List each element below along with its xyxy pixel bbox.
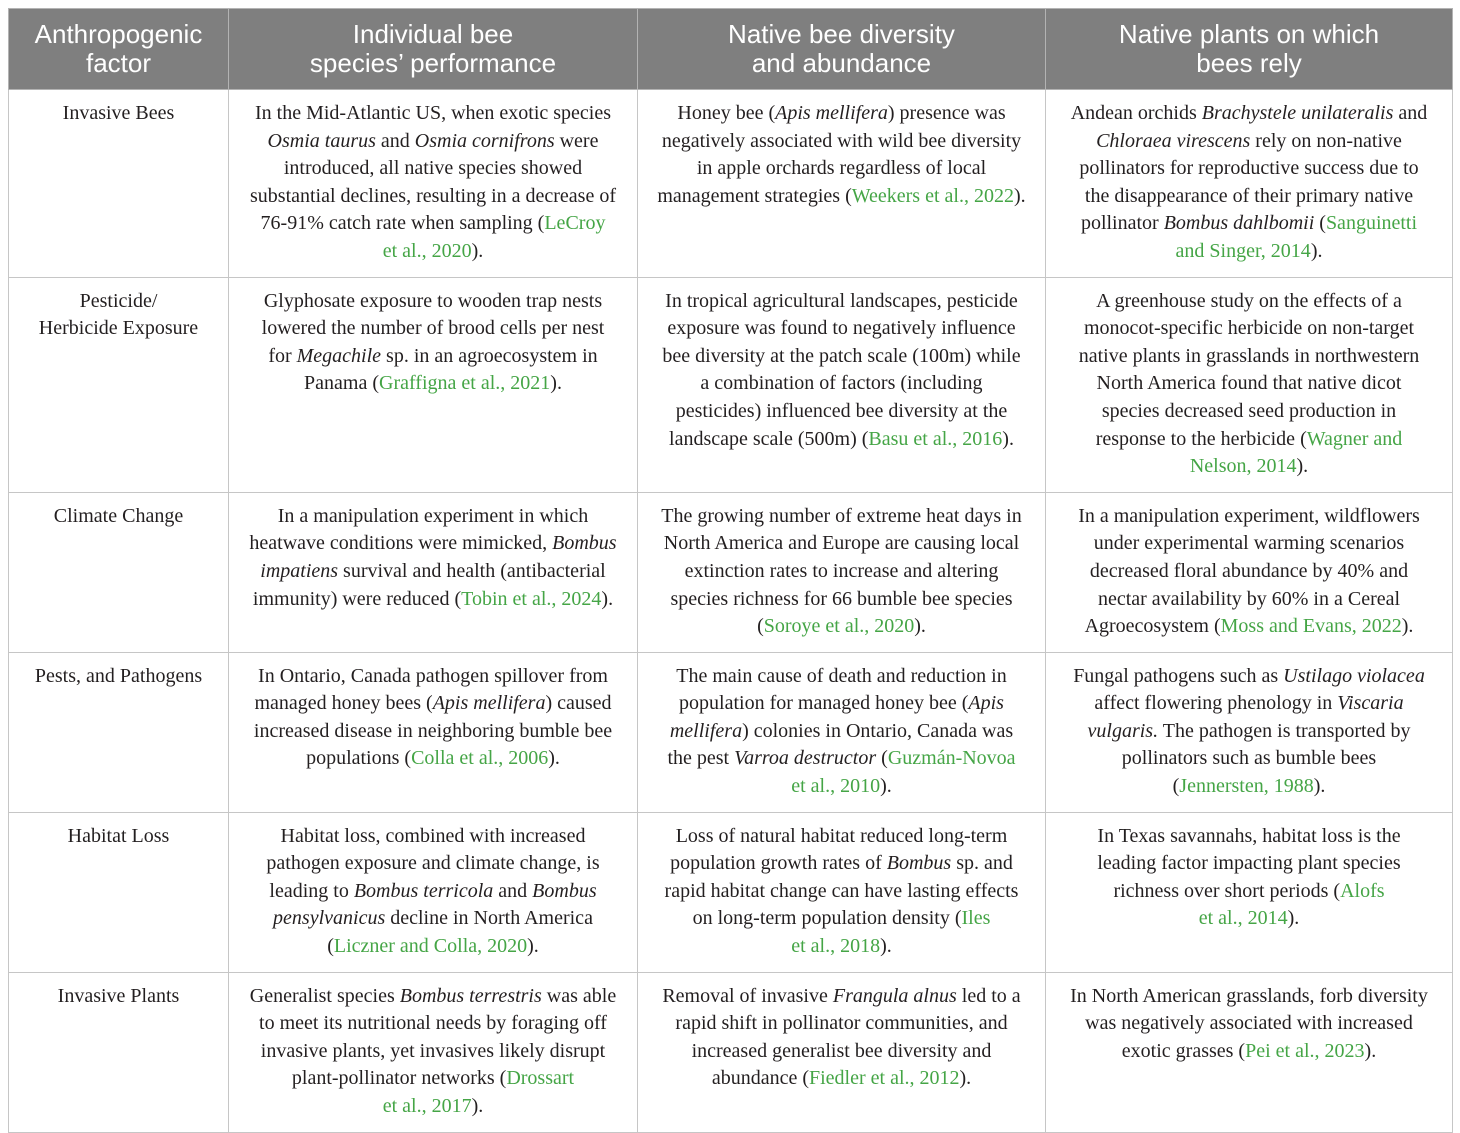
cell-text: Honey bee ( — [677, 102, 776, 124]
italic-taxon-name: Brachystele unilateralis — [1201, 102, 1394, 124]
italic-taxon-name: Bombus pensylvanicus — [273, 879, 597, 930]
cell-text: Habitat loss, combined with increased pathogen exposure and climate change, is leading to — [266, 824, 600, 902]
cell-text: A greenhouse study on the effects of a monocot-specific herbicide on non-target native plants in grasslands in northwestern North America found that native dicot species decreased seed production in response to the herbicide ( — [1078, 289, 1420, 450]
cell-text: In a manipulation experiment in which heatwave conditions were mimicked, — [249, 504, 589, 555]
cell-text: and — [375, 129, 415, 152]
cell-pathogens-bee-diversity — [638, 652, 1046, 812]
cell-invasive-plants-bee-diversity — [638, 972, 1046, 1132]
cell-pesticide-bee-performance — [229, 277, 638, 492]
italic-taxon-name: Osmia cornifrons — [414, 129, 555, 152]
cell-habitat-bee-diversity — [638, 812, 1046, 972]
cell-climate-bee-performance — [229, 492, 638, 652]
cell-text: rely on non-native pollinators for reproductive success due to the disappearance of their primary native pollinator — [1079, 129, 1419, 235]
cell-text: ( — [1314, 212, 1326, 235]
cell-text: ). — [880, 775, 892, 798]
italic-taxon-name: Varroa destructor — [734, 747, 877, 770]
cell-text: ). — [601, 587, 614, 610]
cell-text: ). — [1310, 239, 1323, 262]
cell-text: decline in North America ( — [327, 907, 593, 958]
cell-pathogens-native-plants — [1046, 652, 1453, 812]
cell-text: led to a rapid shift in pollinator communities, and increased generalist bee diversity and abundance ( — [675, 984, 1021, 1090]
cell-text: ). — [550, 372, 562, 395]
cell-text: ) colonies in Ontario, Canada was the pest — [667, 719, 1014, 770]
table-row-pesticide-herbicide-exposure — [9, 277, 1453, 492]
cell-invasive-bees-native-plants — [1046, 90, 1453, 278]
cell-text: ). — [548, 747, 560, 770]
citation-link[interactable]: Tobin et al., 2024 — [461, 587, 602, 610]
factor-invasive-plants: Invasive Plants — [9, 972, 229, 1132]
table-row-pests-and-pathogens — [9, 652, 1453, 812]
cell-text: Loss of natural habitat reduced long-term population growth rates of — [670, 824, 1008, 875]
cell-text: ). — [1013, 184, 1026, 207]
citation-link[interactable]: Moss and Evans, 2022 — [1220, 615, 1402, 638]
citation-link[interactable]: Fiedler et al., 2012 — [808, 1067, 960, 1090]
cell-text: In the Mid-Atlantic US, when exotic species — [254, 102, 612, 124]
factor-invasive-bees: Invasive Bees — [9, 90, 229, 278]
cell-text: ) caused increased disease in neighboring bumble bee populations ( — [253, 692, 613, 770]
header-individual-bee-performance: Individual bee species’ performance — [229, 9, 638, 90]
cell-invasive-bees-bee-diversity — [638, 90, 1046, 278]
citation-link[interactable]: Wagner and Nelson, 2014 — [1189, 427, 1403, 478]
citation-link[interactable]: Alofs et al., 2014 — [1198, 879, 1385, 930]
citation-link[interactable]: Graffigna et al., 2021 — [379, 372, 551, 395]
cell-pathogens-bee-performance — [229, 652, 638, 812]
italic-taxon-name: Apis mellifera — [669, 692, 1004, 742]
table-row-invasive-bees — [9, 90, 1453, 278]
cell-text: Andean orchids — [1070, 102, 1202, 124]
factor-climate-change: Climate Change — [9, 492, 229, 652]
italic-taxon-name: Apis mellifera — [775, 102, 888, 124]
cell-pesticide-native-plants — [1046, 277, 1453, 492]
citation-link[interactable]: Drossart et al., 2017 — [382, 1067, 575, 1117]
header-row — [9, 9, 1453, 90]
cell-text: ). — [880, 935, 892, 958]
table-row-habitat-loss — [9, 812, 1453, 972]
citation-link[interactable]: LeCroy et al., 2020 — [382, 212, 606, 262]
cell-text: In North American grasslands, forb diversity was negatively associated with increased exotic grasses ( — [1070, 984, 1428, 1062]
cell-text: affect flowering phenology in — [1094, 692, 1333, 715]
italic-taxon-name: Chloraea virescens — [1096, 129, 1251, 152]
cell-text: In tropical agricultural landscapes, pesticide exposure was found to negatively influence bee diversity at the patch scale (100m) while a combination of factors (including pesticides) influenced bee diversity at the landscape scale (500m) ( — [662, 289, 1021, 450]
cell-pesticide-bee-diversity — [638, 277, 1046, 492]
anthropogenic-factors-table — [8, 8, 1453, 1133]
cell-text: In a manipulation experiment, wildflowers under experimental warming scenarios decreased floral abundance by 40% and nectar availability by 60% in a Cereal Agroecosystem ( — [1078, 504, 1420, 638]
cell-habitat-native-plants — [1046, 812, 1453, 972]
table-body — [9, 90, 1453, 1133]
cell-text: ). — [914, 615, 926, 638]
cell-text: ). — [471, 239, 484, 262]
cell-text: ). — [1002, 427, 1014, 450]
cell-text: sp. in an agroecosystem in Panama ( — [304, 344, 598, 395]
factor-pests-and-pathogens: Pests, and Pathogens — [9, 652, 229, 812]
cell-text: Generalist species — [249, 984, 400, 1007]
header-native-bee-diversity: Native bee diversity and abundance — [638, 9, 1046, 90]
cell-text: The pathogen is transported by pollinators such as bumble bees ( — [1121, 719, 1411, 798]
italic-taxon-name: Bombus terricola — [353, 879, 494, 902]
cell-text: ). — [1401, 615, 1414, 638]
cell-text: Fungal pathogens such as — [1073, 664, 1284, 687]
citation-link[interactable]: Weekers et al., 2022 — [851, 184, 1014, 207]
citation-link[interactable]: Liczner and Colla, 2020 — [333, 935, 528, 958]
citation-link[interactable]: Pei et al., 2023 — [1245, 1039, 1365, 1062]
cell-text: was able to meet its nutritional needs by foraging off invasive plants, yet invasives likely disrupt plant-pollinator networks ( — [259, 984, 617, 1090]
table-header — [9, 9, 1453, 90]
citation-link[interactable]: Soroye et al., 2020 — [763, 615, 915, 638]
italic-taxon-name: Osmia taurus — [267, 129, 376, 152]
italic-taxon-name: Bombus impatiens — [260, 532, 617, 582]
cell-text: ) presence was negatively associated with wild bee diversity in apple orchards regardless of local management strategies ( — [657, 102, 1022, 207]
cell-text: In Ontario, Canada pathogen spillover from managed honey bees ( — [254, 664, 608, 715]
cell-text: ( — [876, 747, 888, 770]
header-native-plants: Native plants on which bees rely — [1046, 9, 1453, 90]
cell-climate-native-plants — [1046, 492, 1453, 652]
cell-text: and — [493, 879, 533, 902]
cell-text: ). — [471, 1095, 484, 1117]
cell-text: ). — [959, 1067, 972, 1090]
cell-text: In Texas savannahs, habitat loss is the leading factor impacting plant species richness over short periods ( — [1097, 824, 1401, 902]
cell-text: ). — [1364, 1039, 1377, 1062]
table-row-climate-change — [9, 492, 1453, 652]
cell-climate-bee-diversity — [638, 492, 1046, 652]
cell-invasive-plants-bee-performance — [229, 972, 638, 1132]
cell-text: ). — [1287, 907, 1300, 930]
italic-taxon-name: Bombus — [886, 852, 952, 875]
italic-taxon-name: Frangula alnus — [832, 984, 957, 1007]
italic-taxon-name: Bombus dahlbomii — [1163, 212, 1315, 235]
cell-text: and — [1398, 102, 1428, 124]
cell-text: ). — [1313, 775, 1326, 798]
citation-link[interactable]: Jennersten, 1988 — [1179, 775, 1314, 798]
citation-link[interactable]: Sanguinetti and Singer, 2014 — [1175, 212, 1418, 262]
italic-taxon-name: Apis mellifera — [432, 692, 546, 715]
cell-text: Removal of invasive — [662, 984, 833, 1007]
citation-link[interactable]: Guzmán-Novoa et al., 2010 — [791, 747, 1016, 798]
table-row-invasive-plants — [9, 972, 1453, 1132]
cell-invasive-plants-native-plants — [1046, 972, 1453, 1132]
cell-text: The growing number of extreme heat days in North America and Europe are causing local extinction rates to increase and altering species richness for 66 bumble bee species ( — [661, 504, 1022, 638]
citation-link[interactable]: Iles et al., 2018 — [791, 907, 991, 958]
cell-invasive-bees-bee-performance — [229, 90, 638, 278]
italic-taxon-name: Megachile — [296, 344, 382, 367]
cell-text: were introduced, all native species showed substantial declines, resulting in a decrease of 76-91% catch rate when sampling ( — [250, 129, 616, 235]
cell-text: Glyphosate exposure to wooden trap nests lowered the number of brood cells per nest for — [261, 289, 605, 367]
italic-taxon-name: Ustilago violacea — [1283, 664, 1425, 687]
factor-habitat-loss: Habitat Loss — [9, 812, 229, 972]
italic-taxon-name: Viscaria vulgaris. — [1087, 692, 1404, 742]
cell-text: The main cause of death and reduction in population for managed honey bee ( — [676, 664, 1007, 715]
cell-text: sp. and rapid habitat change can have lasting effects on long-term population density ( — [664, 852, 1019, 930]
header-anthropogenic-factor: Anthropogenic factor — [9, 9, 229, 90]
cell-habitat-bee-performance — [229, 812, 638, 972]
italic-taxon-name: Bombus terrestris — [399, 984, 542, 1007]
factor-pesticide-herbicide-exposure: Pesticide/ Herbicide Exposure — [9, 277, 229, 492]
citation-link[interactable]: Basu et al., 2016 — [868, 427, 1003, 450]
cell-text: ). — [1296, 455, 1309, 478]
cell-text: ). — [527, 935, 539, 958]
cell-text: survival and health (antibacterial immunity) were reduced ( — [252, 559, 606, 610]
citation-link[interactable]: Colla et al., 2006 — [411, 747, 549, 770]
